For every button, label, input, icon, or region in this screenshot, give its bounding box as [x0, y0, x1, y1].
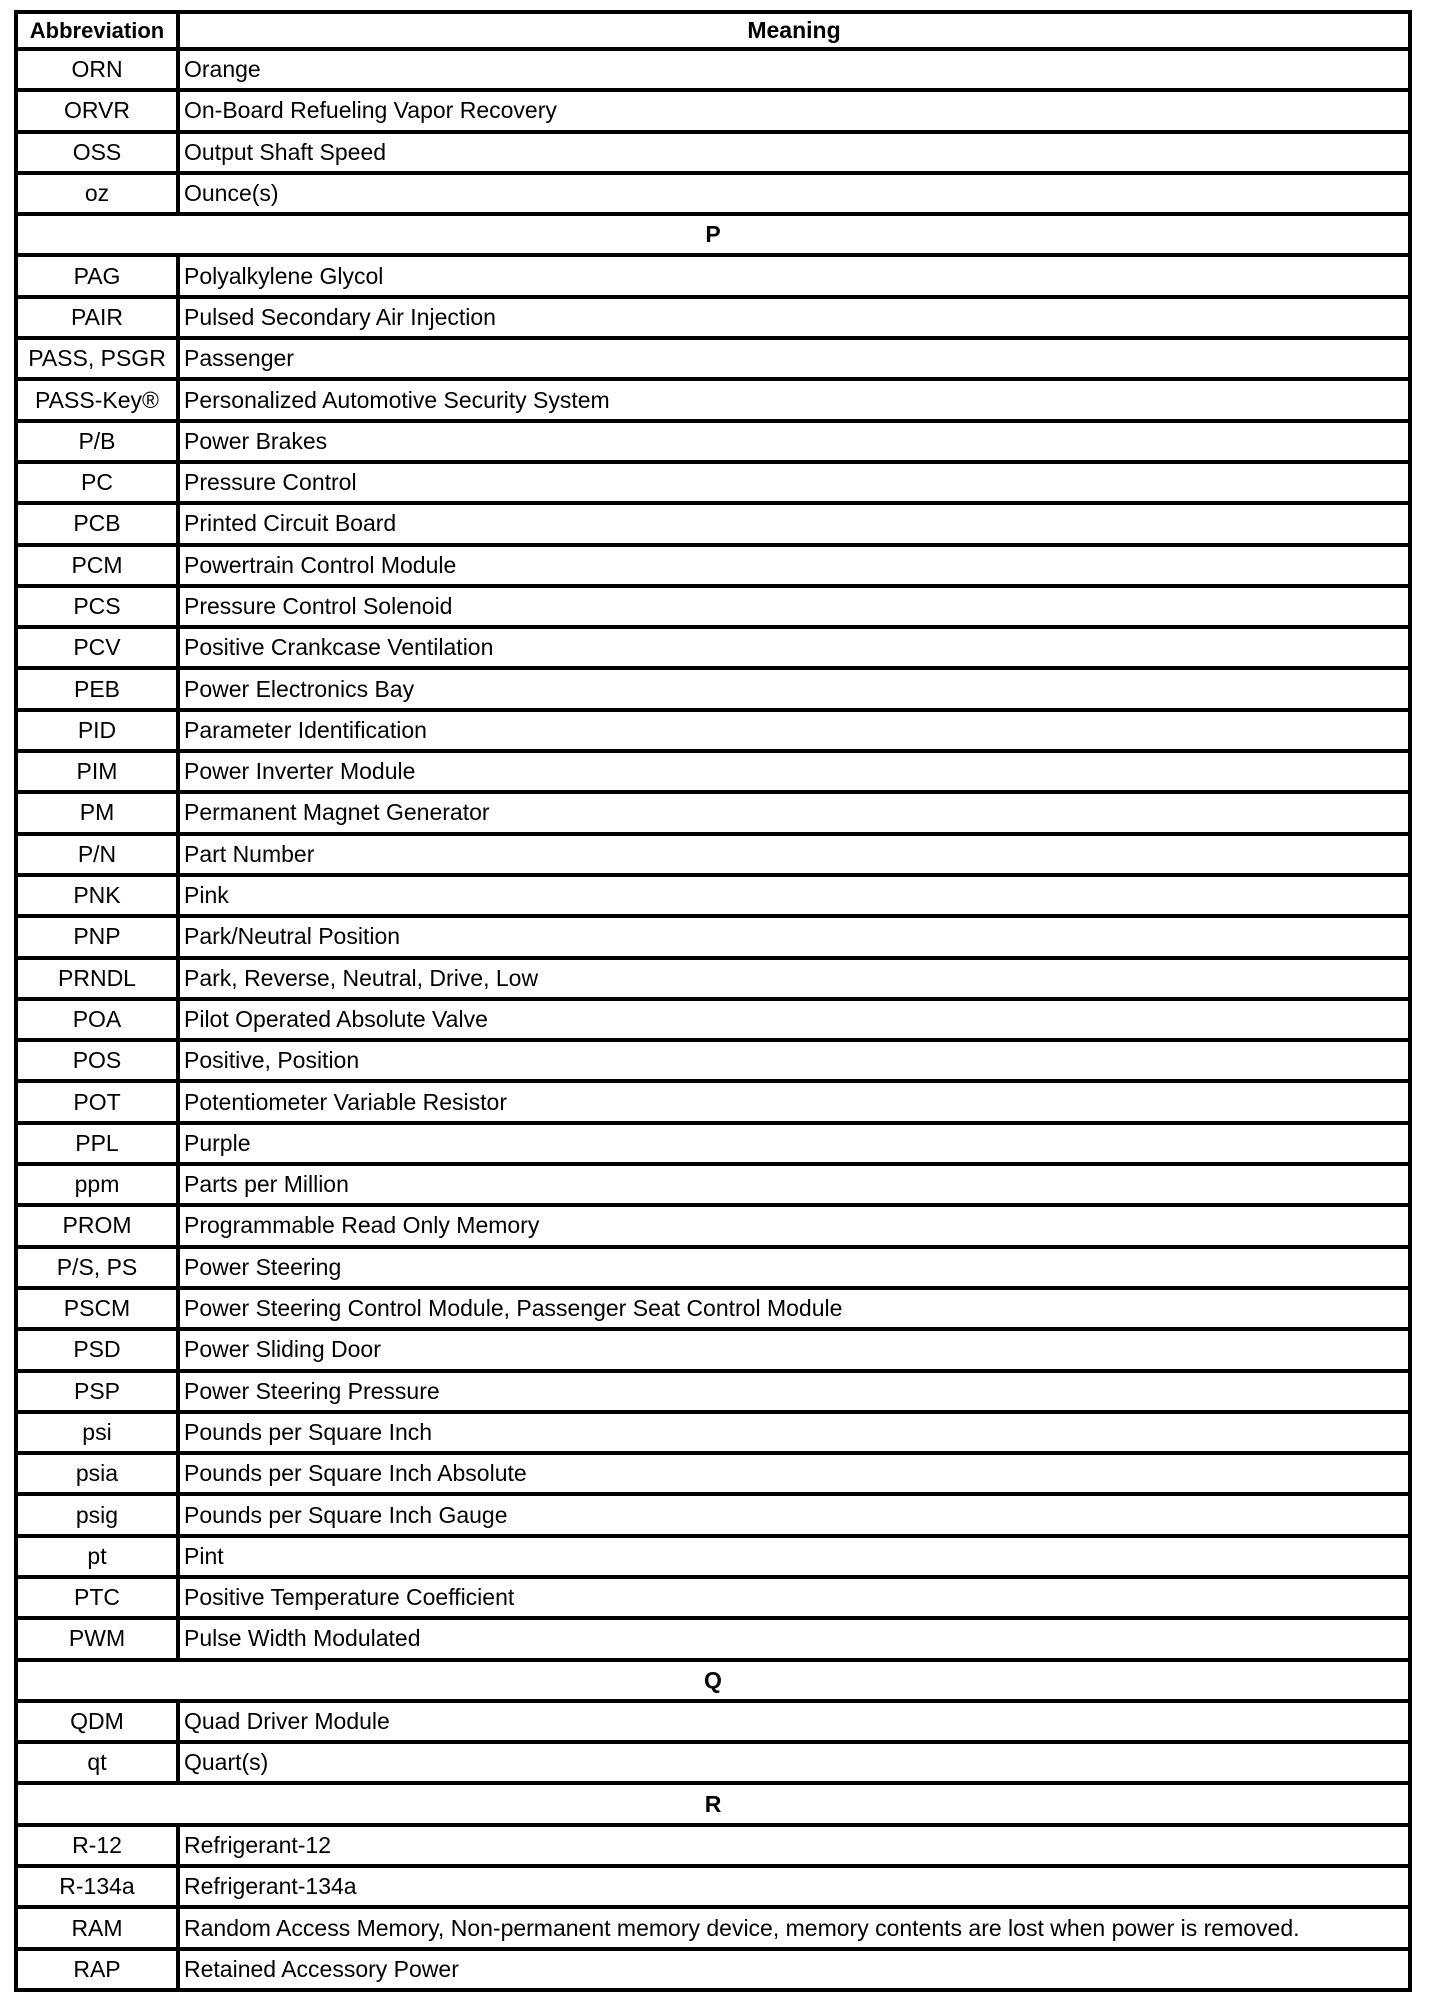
table-row [16, 1081, 1410, 1122]
abbreviation-cell: pt [16, 1536, 178, 1577]
abbreviation-cell: PM [16, 792, 178, 833]
abbreviation-cell: PASS, PSGR [16, 338, 178, 379]
meaning-cell: Polyalkylene Glycol [178, 255, 1410, 296]
abbreviation-cell: PEB [16, 668, 178, 709]
table-row [16, 1536, 1410, 1577]
section-row [16, 1783, 1410, 1824]
table-row [16, 90, 1410, 131]
meaning-cell: Potentiometer Variable Resistor [178, 1081, 1410, 1122]
meaning-cell: Quart(s) [178, 1742, 1410, 1783]
meaning-cell: Park, Reverse, Neutral, Drive, Low [178, 958, 1410, 999]
table-row [16, 379, 1410, 420]
meaning-column-header: Meaning [178, 12, 1410, 49]
meaning-cell: Positive Crankcase Ventilation [178, 627, 1410, 668]
table-row [16, 1907, 1410, 1948]
abbreviation-cell: oz [16, 173, 178, 214]
meaning-cell: Power Brakes [178, 421, 1410, 462]
table-row [16, 1618, 1410, 1659]
meaning-cell: Random Access Memory, Non-permanent memory device, memory contents are lost when power is removed. [178, 1907, 1410, 1948]
table-row [16, 1866, 1410, 1907]
table-row [16, 1742, 1410, 1783]
abbreviation-cell: PAIR [16, 297, 178, 338]
meaning-cell: Part Number [178, 834, 1410, 875]
header-row [16, 12, 1410, 49]
table-row [16, 875, 1410, 916]
abbreviation-cell: P/S, PS [16, 1247, 178, 1288]
meaning-cell: Power Sliding Door [178, 1329, 1410, 1370]
table-row [16, 792, 1410, 833]
abbreviation-cell: PCV [16, 627, 178, 668]
abbreviation-cell: psia [16, 1453, 178, 1494]
meaning-cell: Pulsed Secondary Air Injection [178, 297, 1410, 338]
table-row [16, 1247, 1410, 1288]
meaning-cell: Power Steering [178, 1247, 1410, 1288]
meaning-cell: Pounds per Square Inch Absolute [178, 1453, 1410, 1494]
abbreviation-cell: P/N [16, 834, 178, 875]
table-row [16, 421, 1410, 462]
meaning-cell: Permanent Magnet Generator [178, 792, 1410, 833]
abbreviation-cell: POS [16, 1040, 178, 1081]
meaning-cell: On-Board Refueling Vapor Recovery [178, 90, 1410, 131]
abbreviation-cell: P/B [16, 421, 178, 462]
meaning-cell: Passenger [178, 338, 1410, 379]
abbreviation-cell: PC [16, 462, 178, 503]
table-row [16, 958, 1410, 999]
meaning-cell: Pint [178, 1536, 1410, 1577]
section-letter: P [16, 214, 1410, 255]
meaning-cell: Power Steering Control Module, Passenger Seat Control Module [178, 1288, 1410, 1329]
table-row [16, 173, 1410, 214]
abbreviation-cell: RAP [16, 1949, 178, 1990]
abbreviation-cell: ORVR [16, 90, 178, 131]
meaning-cell: Parts per Million [178, 1164, 1410, 1205]
table-row [16, 1453, 1410, 1494]
table-row [16, 462, 1410, 503]
meaning-cell: Purple [178, 1123, 1410, 1164]
meaning-cell: Refrigerant-12 [178, 1825, 1410, 1866]
meaning-cell: Personalized Automotive Security System [178, 379, 1410, 420]
abbreviation-cell: PID [16, 710, 178, 751]
abbreviation-cell: PCB [16, 503, 178, 544]
meaning-cell: Positive Temperature Coefficient [178, 1577, 1410, 1618]
section-row [16, 214, 1410, 255]
table-row [16, 503, 1410, 544]
meaning-cell: Ounce(s) [178, 173, 1410, 214]
abbreviation-table [14, 10, 1412, 1992]
abbreviation-cell: ORN [16, 49, 178, 90]
meaning-cell: Output Shaft Speed [178, 132, 1410, 173]
abbreviation-cell: PCM [16, 545, 178, 586]
abbreviation-column-header: Abbreviation [16, 12, 178, 49]
table-row [16, 1371, 1410, 1412]
table-row [16, 1412, 1410, 1453]
table-row [16, 751, 1410, 792]
meaning-cell: Park/Neutral Position [178, 916, 1410, 957]
abbreviation-cell: ppm [16, 1164, 178, 1205]
meaning-cell: Power Steering Pressure [178, 1371, 1410, 1412]
meaning-cell: Orange [178, 49, 1410, 90]
meaning-cell: Printed Circuit Board [178, 503, 1410, 544]
abbreviation-cell: PSP [16, 1371, 178, 1412]
meaning-cell: Pulse Width Modulated [178, 1618, 1410, 1659]
abbreviation-cell: PASS-Key® [16, 379, 178, 420]
section-letter: R [16, 1783, 1410, 1824]
table-row [16, 710, 1410, 751]
meaning-cell: Programmable Read Only Memory [178, 1205, 1410, 1246]
abbreviation-cell: PWM [16, 1618, 178, 1659]
table-row [16, 49, 1410, 90]
abbreviation-cell: psi [16, 1412, 178, 1453]
table-row [16, 1494, 1410, 1535]
meaning-cell: Pounds per Square Inch Gauge [178, 1494, 1410, 1535]
abbreviation-cell: PTC [16, 1577, 178, 1618]
table-row [16, 916, 1410, 957]
table-row [16, 627, 1410, 668]
meaning-cell: Power Inverter Module [178, 751, 1410, 792]
table-row [16, 834, 1410, 875]
table-row [16, 297, 1410, 338]
meaning-cell: Parameter Identification [178, 710, 1410, 751]
abbreviation-cell: PRNDL [16, 958, 178, 999]
section-row [16, 1660, 1410, 1701]
meaning-cell: Pressure Control [178, 462, 1410, 503]
table-row [16, 1040, 1410, 1081]
abbreviation-cell: qt [16, 1742, 178, 1783]
abbreviation-cell: PSCM [16, 1288, 178, 1329]
meaning-cell: Powertrain Control Module [178, 545, 1410, 586]
abbreviation-cell: RAM [16, 1907, 178, 1948]
table-row [16, 255, 1410, 296]
meaning-cell: Retained Accessory Power [178, 1949, 1410, 1990]
abbreviation-cell: OSS [16, 132, 178, 173]
meaning-cell: Power Electronics Bay [178, 668, 1410, 709]
table-row [16, 132, 1410, 173]
abbreviation-cell: POA [16, 999, 178, 1040]
abbreviation-cell: QDM [16, 1701, 178, 1742]
table-row [16, 1205, 1410, 1246]
table-row [16, 668, 1410, 709]
table-row [16, 1164, 1410, 1205]
meaning-cell: Pressure Control Solenoid [178, 586, 1410, 627]
meaning-cell: Pounds per Square Inch [178, 1412, 1410, 1453]
abbreviation-cell: PPL [16, 1123, 178, 1164]
abbreviation-cell: PAG [16, 255, 178, 296]
meaning-cell: Quad Driver Module [178, 1701, 1410, 1742]
abbreviation-cell: PNK [16, 875, 178, 916]
meaning-cell: Positive, Position [178, 1040, 1410, 1081]
table-row [16, 338, 1410, 379]
table-row [16, 545, 1410, 586]
meaning-cell: Refrigerant-134a [178, 1866, 1410, 1907]
table-row [16, 1577, 1410, 1618]
abbreviation-cell: PSD [16, 1329, 178, 1370]
table-row [16, 1701, 1410, 1742]
table-row [16, 1329, 1410, 1370]
section-letter: Q [16, 1660, 1410, 1701]
meaning-cell: Pilot Operated Absolute Valve [178, 999, 1410, 1040]
abbreviation-cell: R-134a [16, 1866, 178, 1907]
table-row [16, 1825, 1410, 1866]
table-row [16, 999, 1410, 1040]
table-body [16, 49, 1410, 1990]
abbreviation-cell: PROM [16, 1205, 178, 1246]
abbreviation-cell: PIM [16, 751, 178, 792]
abbreviation-cell: psig [16, 1494, 178, 1535]
table-row [16, 586, 1410, 627]
abbreviation-cell: PNP [16, 916, 178, 957]
abbreviation-cell: POT [16, 1081, 178, 1122]
abbreviation-cell: R-12 [16, 1825, 178, 1866]
meaning-cell: Pink [178, 875, 1410, 916]
abbreviation-cell: PCS [16, 586, 178, 627]
table-row [16, 1949, 1410, 1990]
table-row [16, 1288, 1410, 1329]
table-row [16, 1123, 1410, 1164]
